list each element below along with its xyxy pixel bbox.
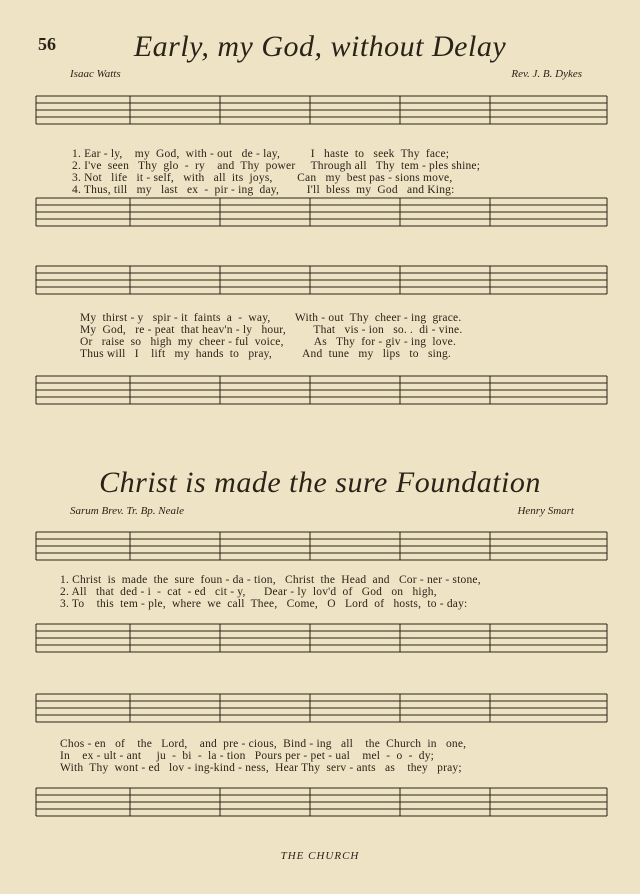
lyric-line: Thus will I lift my hands to pray, And tune my lips to sing. <box>80 348 451 360</box>
page-number: 56 <box>38 34 56 54</box>
hymn-1-treble-staff-2 <box>0 258 640 318</box>
lyric-line: In ex - ult - ant ju - bi - la - tion Pours per - pet - ual mel - o - dy; <box>60 750 435 762</box>
hymn-1-bass-staff-2 <box>0 368 640 428</box>
lyric-line: My God, re - peat that heav'n - ly hour, That vis - ion so. . di - vine. <box>80 324 463 336</box>
hymn-2-system-1-lyrics <box>60 574 481 610</box>
lyric-line: My thirst - y spir - it faints a - way, With - out Thy cheer - ing grace. <box>80 312 462 324</box>
page-footer: THE CHURCH <box>280 850 360 862</box>
hymn-1-bass-staff-1 <box>0 190 640 250</box>
lyric-line: 3. Not life it - self, with all its joys, Can my best pas - sions move, <box>72 172 453 184</box>
hymn-2-composer: Henry Smart <box>517 505 574 517</box>
hymn-2-bass-staff-2 <box>0 780 640 840</box>
hymn-1-author: Isaac Watts <box>70 68 121 80</box>
hymn-2-treble-staff-2 <box>0 686 640 746</box>
hymn-2-author: Sarum Brev. Tr. Bp. Neale <box>70 505 184 517</box>
lyric-line: 4. Thus, till my last ex - pir - ing day, I'll bless my God and King: <box>72 184 455 196</box>
lyric-line: With Thy wont - ed lov - ing-kind - ness, Hear Thy serv - ants as they pray; <box>60 762 462 774</box>
hymn-1-system-1-lyrics <box>72 148 480 196</box>
hymn-1-title: Early, my God, without Delay <box>133 30 507 63</box>
lyric-line: 2. All that ded - i - cat - ed cit - y, Dear - ly lov'd of God on high, <box>60 586 437 598</box>
lyric-line: 3. To this tem - ple, where we call Thee, Come, O Lord of hosts, to - day: <box>60 598 468 610</box>
hymn-2-system-2-lyrics <box>60 738 466 774</box>
lyric-line: Chos - en of the Lord, and pre - cious, Bind - ing all the Church in one, <box>60 738 467 750</box>
hymn-1-composer: Rev. J. B. Dykes <box>511 68 582 80</box>
lyric-line: Or raise so high my cheer - ful voice, As Thy for - giv - ing love. <box>80 336 457 348</box>
lyric-line: 1. Ear - ly, my God, with - out de - lay, I haste to seek Thy face; <box>72 148 450 160</box>
lyric-line: 2. I've seen Thy glo - ry and Thy power Through all Thy tem - ples shine; <box>72 160 481 172</box>
hymn-1-system-2-lyrics <box>80 312 462 360</box>
hymn-2-bass-staff-1 <box>0 616 640 676</box>
hymn-1-treble-staff-1 <box>0 88 640 148</box>
lyric-line: 1. Christ is made the sure foun - da - tion, Christ the Head and Cor - ner - stone, <box>60 574 481 586</box>
hymn-2-title: Christ is made the sure Foundation <box>99 466 541 499</box>
